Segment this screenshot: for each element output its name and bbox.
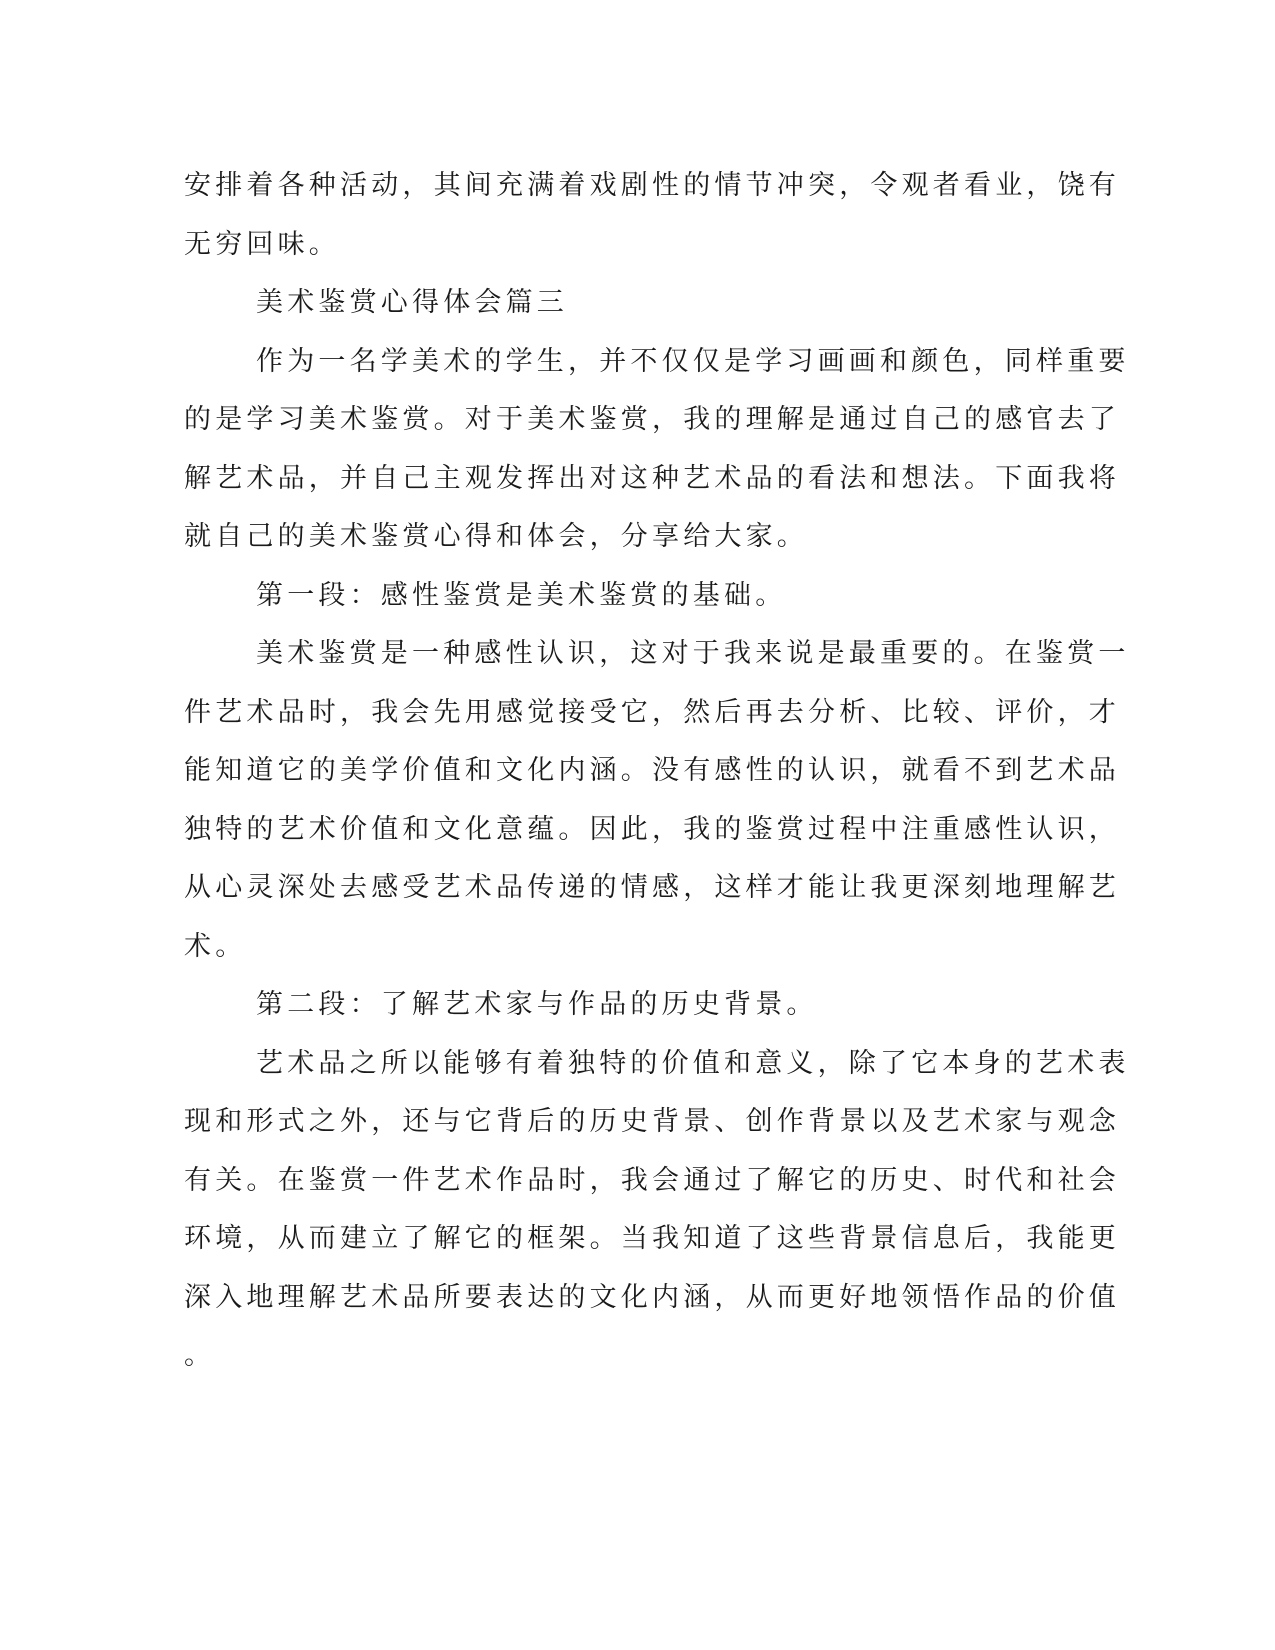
document-body [184,157,1130,1386]
paragraph-line: 艺术品之所以能够有着独特的价值和意义，除了它本身的艺术表 [256,1047,1130,1079]
subheading-line: 第二段：了解艺术家与作品的历史背景。 [256,989,818,1020]
paragraph-line: 深入地理解艺术品所要表达的文化内涵，从而更好地领悟作品的价值 [184,1281,1120,1313]
paragraph-line: 的是学习美术鉴赏。对于美术鉴赏，我的理解是通过自己的感官去了 [184,404,1120,435]
paragraph-line: 作为一名学美术的学生，并不仅仅是学习画画和颜色，同样重要 [256,345,1130,377]
section-heading: 美术鉴赏心得体会篇三 [256,287,568,318]
paragraph-line: 就自己的美术鉴赏心得和体会，分享给大家。 [184,521,808,552]
paragraph-line: 现和形式之外，还与它背后的历史背景、创作背景以及艺术家与观念 [184,1106,1120,1137]
paragraph-line: 从心灵深处去感受艺术品传递的情感，这样才能让我更深刻地理解艺 [184,872,1120,903]
subheading-line: 第一段：感性鉴赏是美术鉴赏的基础。 [256,579,787,611]
paragraph-line: 件艺术品时，我会先用感觉接受它，然后再去分析、比较、评价，才 [184,696,1120,728]
paragraph-line: 独特的艺术价值和文化意蕴。因此，我的鉴赏过程中注重感性认识， [184,813,1120,845]
paragraph-line: 环境，从而建立了解它的框架。当我知道了这些背景信息后，我能更 [184,1223,1120,1254]
paragraph-line: 能知道它的美学价值和文化内涵。没有感性的认识，就看不到艺术品 [184,755,1120,786]
paragraph-line: 美术鉴赏是一种感性认识，这对于我来说是最重要的。在鉴赏一 [256,638,1130,669]
paragraph-line: 术。 [184,930,247,962]
paragraph-line: 有关。在鉴赏一件艺术作品时，我会通过了解它的历史、时代和社会 [184,1164,1120,1196]
paragraph-line: 无穷回味。 [184,228,340,260]
paragraph-line: 。 [184,1340,216,1371]
paragraph-line: 安排着各种活动，其间充满着戏剧性的情节冲突，令观者看业，饶有 [184,170,1120,201]
paragraph-line: 解艺术品，并自己主观发挥出对这种艺术品的看法和想法。下面我将 [184,462,1120,494]
